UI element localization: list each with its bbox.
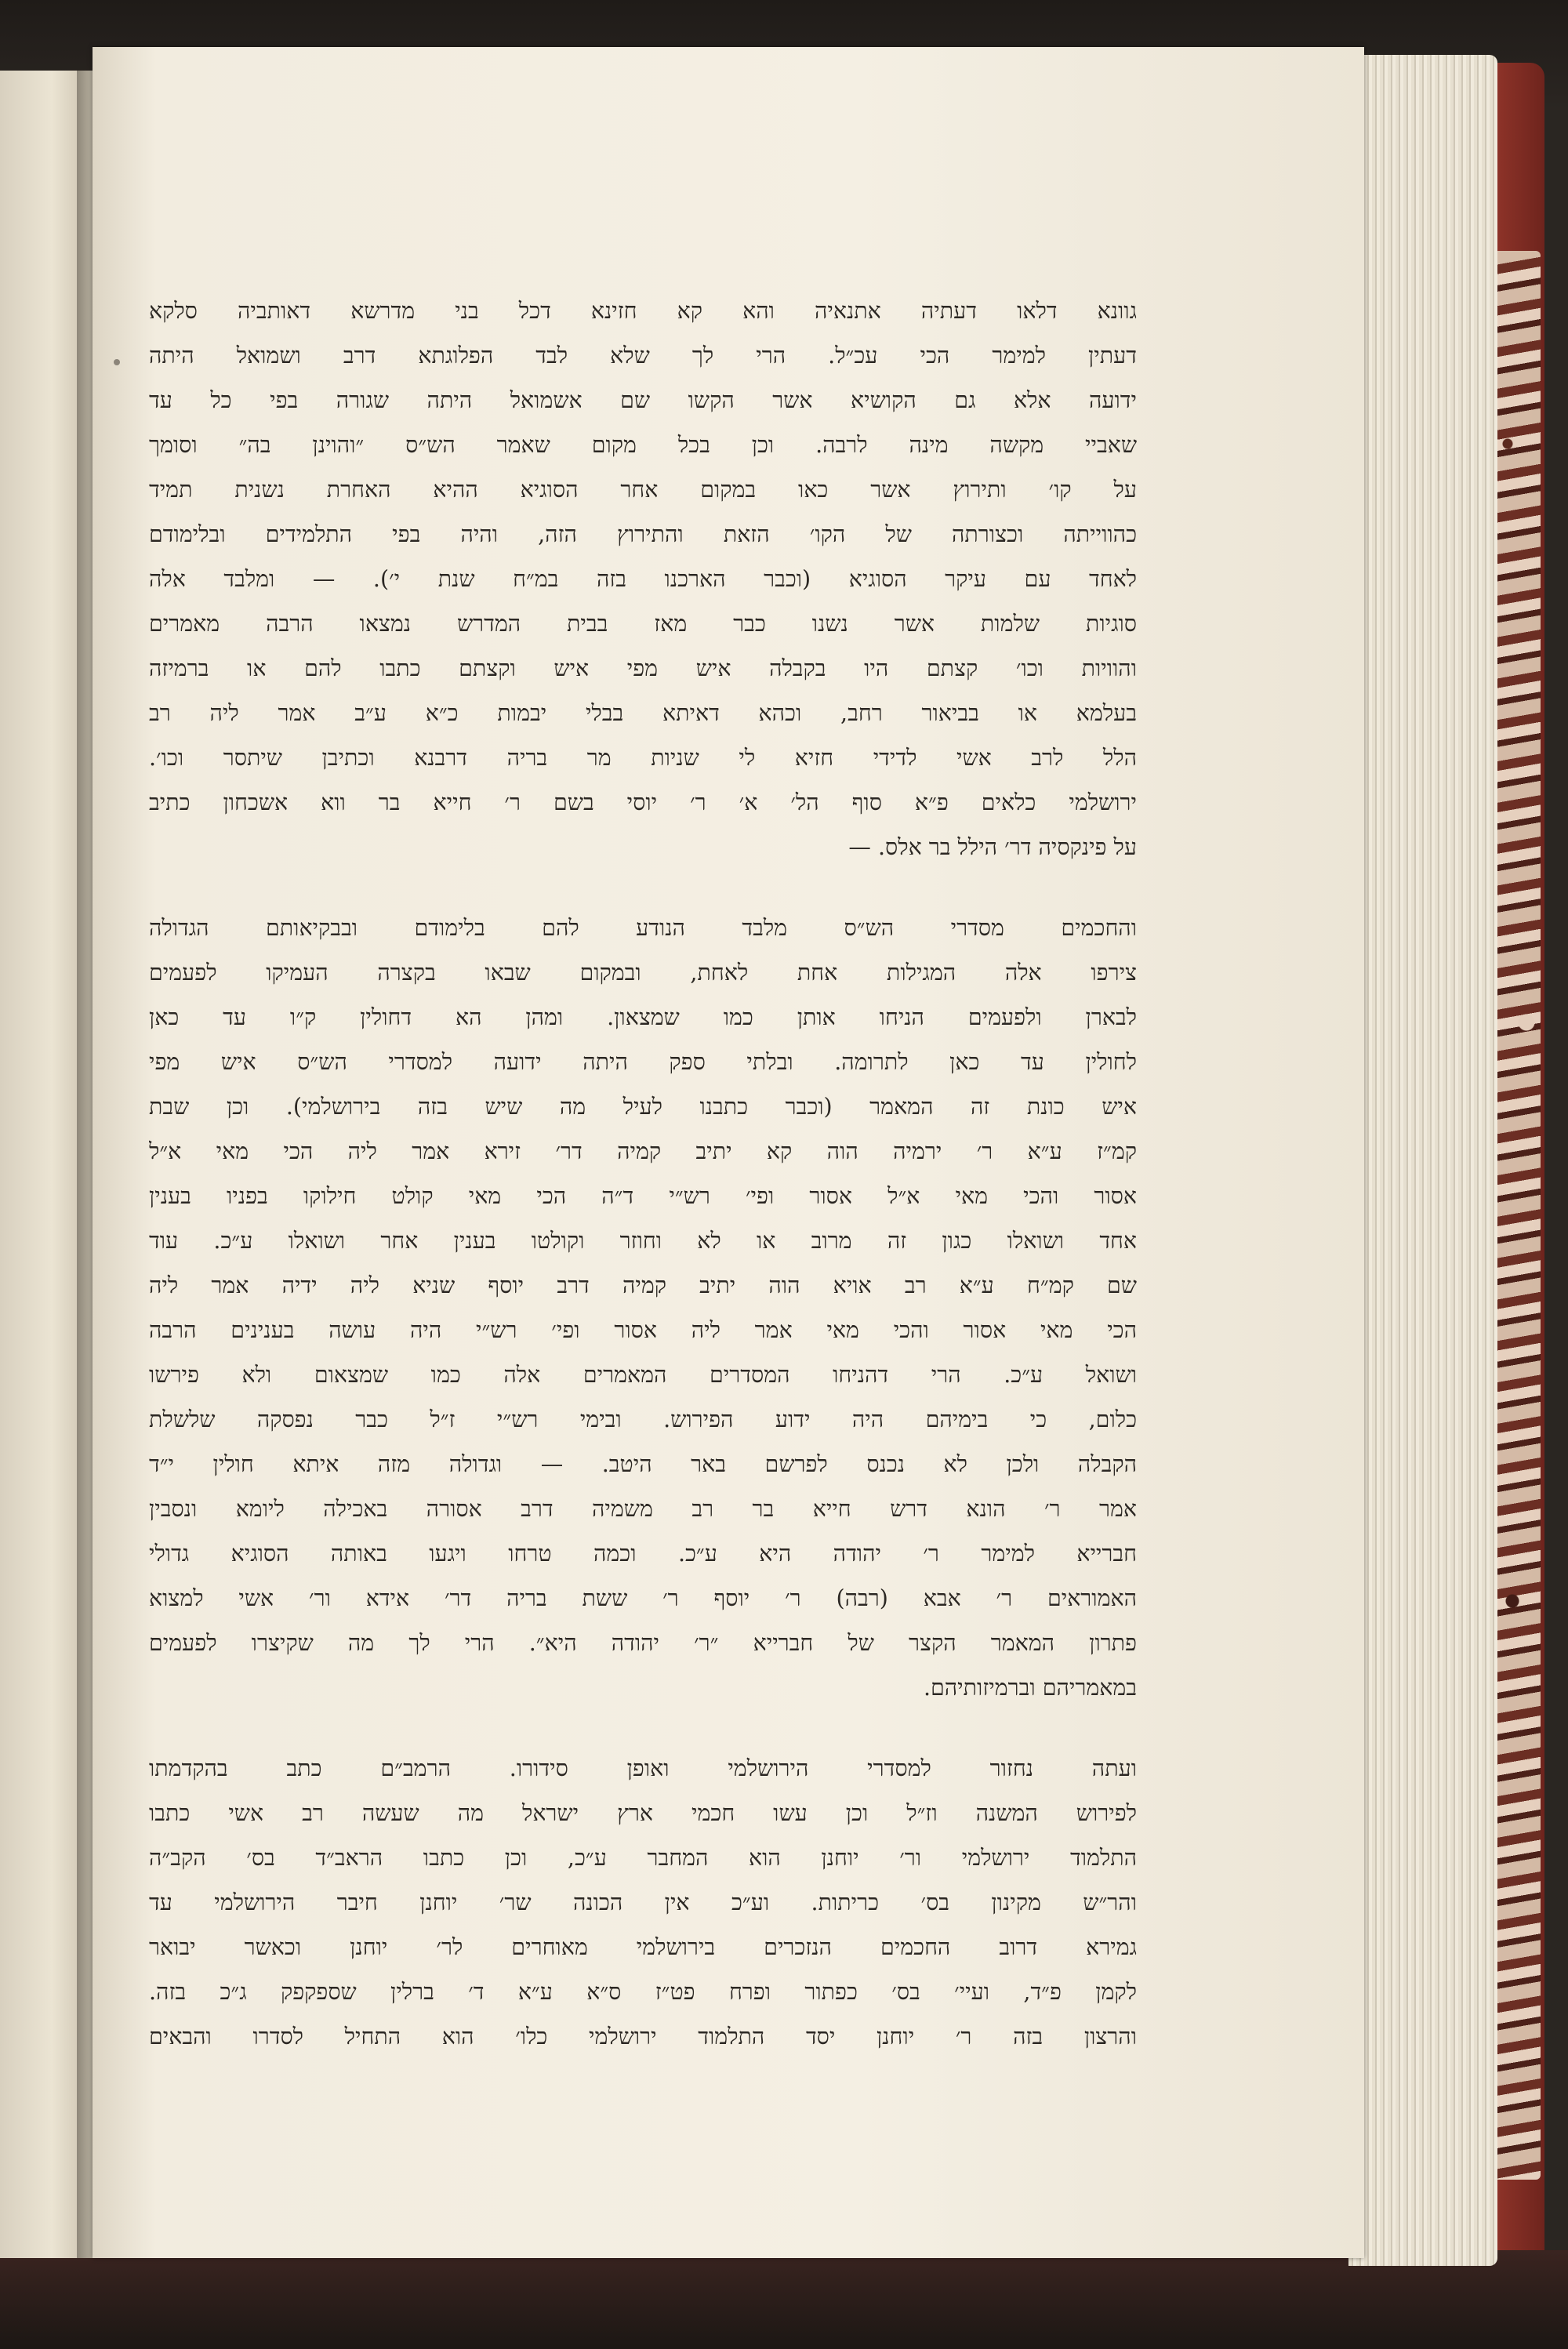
text-line: כלום, כי בימיהם היה ידוע הפירוש. ובימי רש״י ז״ל כבר נפסקה שלשלת [149,1407,1137,1432]
text-line: אסור והכי מאי א״ל אסור ופי׳ רש״י ד״ה הכי מאי קולט חילוקו בפניו בענין [149,1183,1137,1209]
background-bottom [0,2250,1568,2349]
left-page [0,71,86,2258]
text-line: האמוראים ר׳ אבא (רבה) ר׳ יוסף ר׳ ששת בריה דר׳ אידא ור׳ אשי למצוא [149,1585,1137,1611]
text-line: לפירוש המשנה וז״ל וכן עשו חכמי ארץ ישראל מה שעשה רב אשי כתבו [149,1800,1137,1826]
text-line: והוויות וכו׳ קצתם היו בקבלה איש מפי איש וקצתם כתבו להם או ברמיזה [149,655,1137,681]
text-line: סוגיות שלמות אשר נשנו כבר מאז בבית המדרש נמצאו הרבה מאמרים [149,611,1137,637]
text-line: חברייא למימר ר׳ יהודה היא ע״כ. וכמה טרחו ויגעו באותה הסוגיא גדולי [149,1541,1137,1567]
text-line: צירפו אלה המגילות אחת לאחת, ובמקום שבאו בקצרה העמיקו לפעמים [149,960,1137,986]
page-text [149,289,1137,2059]
page-edges [1348,55,1497,2266]
text-line: פתרון המאמר הקצר של חברייא ״ר׳ יהודה היא״. הרי לך מה שקיצרו לפעמים [149,1630,1137,1656]
text-line: הכי מאי אסור והכי מאי אמר ליה אסור ופי׳ רש״י היה עושה בענינים הרבה [149,1317,1137,1343]
text-line: לחולין עד כאן לתרומה. ובלתי ספק היתה ידועה למסדרי הש״ס איש מפי [149,1049,1137,1075]
text-line: שאביי מקשה מינה לרבה. וכן בכל מקום שאמר הש״ס ״והוינן בה״ וסומך [149,432,1137,458]
text-line: התלמוד ירושלמי ור׳ יוחנן הוא המחבר ע״כ, וכן כתבו הראב״ד בס׳ הקב״ה [149,1845,1137,1871]
text-line: אמר ר׳ הונא דרש חייא בר רב משמיה דרב אסורה באכילה ליומא ונסבין [149,1496,1137,1522]
text-line: כהווייתה וכצורתה של הקו׳ הזאת והתירוץ הזה, והיה בפי התלמידים ובלימודם [149,521,1137,547]
text-line: ושואל ע״כ. הרי דהניחו המסדרים המאמרים אלה כמו שמצאום ולא פירשו [149,1362,1137,1388]
text-line: שם קמ״ח ע״א רב אויא הוה יתיב קמיה דרב יוסף שניא ליה ידיה אמר ליה [149,1273,1137,1298]
text-line: גוונא דלאו דעתיה אתנאיה והא קא חזינא דכל בני מדרשא דאותביה סלקא [149,298,1137,324]
text-line: לבארן ולפעמים הניחו אותן כמו שמצאון. ומהן הא דחולין ק״ו עד כאן [149,1004,1137,1030]
text-line: איש כונת זה המאמר (וכבר כתבנו לעיל מה שיש בזה בירושלמי). וכן שבת [149,1094,1137,1120]
text-line: לאחד עם עיקר הסוגיא (וכבר הארכנו בזה במ״ח שנת י׳). — ומלבד אלה [149,566,1137,592]
text-line: ירושלמי כלאים פ״א סוף הל׳ א׳ ר׳ יוסי בשם ר׳ חייא בר ווא אשכחון כתיב [149,790,1137,815]
text-line: ועתה נחזור למסדרי הירושלמי ואופן סידורו. הרמב״ם כתב בהקדמתו [149,1755,1137,1781]
text-line: על קו׳ ותירוץ אשר כאו במקום אחר הסוגיא ההיא האחרת נשנית תמיד [149,477,1137,503]
text-line: הלל לרב אשי לדידי חזיא לי שניות מר בריה דרבנא וכתיבן שיתסר וכו׳. [149,745,1137,771]
text-line: קמ״ז ע״א ר׳ ירמיה הוה קא יתיב קמיה דר׳ זירא אמר ליה הכי מאי א״ל [149,1138,1137,1164]
text-line: במאמריהם וברמיזותיהם. [923,1675,1137,1701]
marbled-edge [1494,251,1541,2180]
text-line: דעתין למימר הכי עכ״ל. הרי לך שלא לבד הפלוגתא דרב ושמואל היתה [149,343,1137,369]
paragraph-3 [149,1746,1137,2059]
text-line: הקבלה ולכן לא נכנס לפרשם באר היטב. — וגדולה מזה איתא חולין י״ד [149,1451,1137,1477]
text-line: על פינקסיה דר׳ הילל בר אלס. — [848,834,1137,860]
margin-mark [114,359,120,365]
text-line: גמירא דרוב החכמים הנזכרים בירושלמי מאוחרים לר׳ יוחנן וכאשר יבואר [149,1934,1137,1960]
text-line: ידועה אלא גם הקושיא אשר הקשו שם אשמואל היתה שגורה בפי כל עד [149,387,1137,413]
text-line: והר״ש מקינון בס׳ כריתות. וע״כ אין הכונה שר׳ יוחנן חיבר הירושלמי עד [149,1890,1137,1915]
text-line: בעלמא או בביאור רחב, וכהא דאיתא בבלי יבמות כ״א ע״ב אמר ליה רב [149,700,1137,726]
text-line: והחכמים מסדרי הש״ס מלבד הנודע להם בלימודם ובבקיאותם הגדולה [149,915,1137,941]
text-line: לקמן פ״ד, ועיי׳ בס׳ כפתור ופרח פט״ז ס״א ע״א ד׳ ברלין שספקפק ג״כ בזה. [149,1979,1137,2005]
text-line: אחד ושואלו כגון זה מרוב או לא וחוזר וקולטו בענין אחר ושואלו ע״כ. עוד [149,1228,1137,1254]
text-line: והרצון בזה ר׳ יוחנן יסד התלמוד ירושלמי כלו׳ הוא התחיל לסדרו והבאים [149,2024,1137,2049]
paragraph-1 [149,289,1137,870]
paragraph-2 [149,906,1137,1710]
